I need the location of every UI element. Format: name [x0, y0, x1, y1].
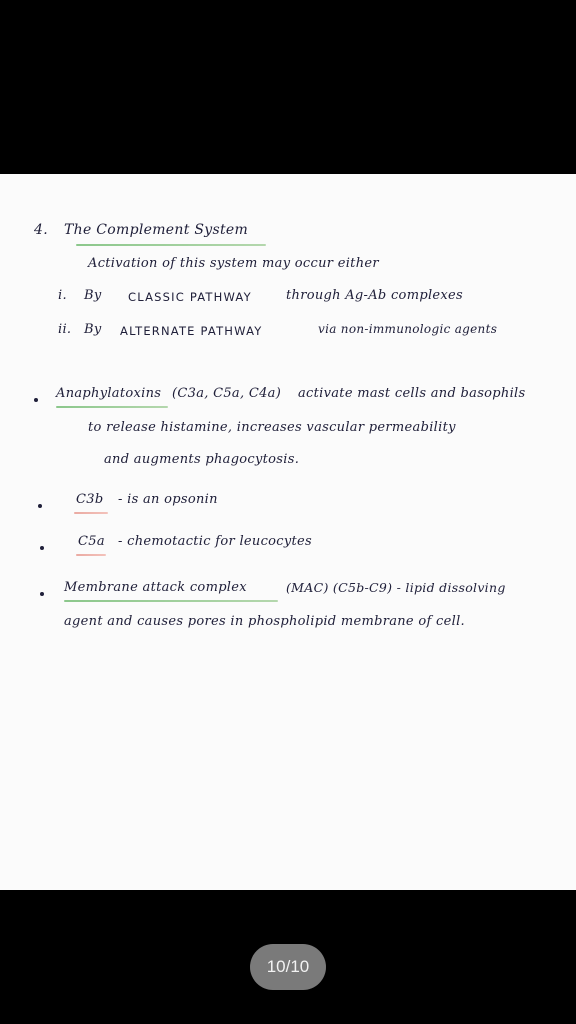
c3b-term: C3b: [76, 492, 104, 507]
anaphylatoxins-underline: [56, 406, 168, 408]
item1-by: By: [84, 288, 102, 303]
anaphylatoxins-line2: to release histamine, increases vascular permeability: [88, 420, 456, 435]
mac-text: (MAC) (C5b-C9) - lipid dissolving: [286, 580, 506, 595]
anaphylatoxins-line3: and augments phagocytosis.: [104, 452, 300, 467]
c5a-highlight: [76, 554, 106, 556]
title-underline: [76, 244, 266, 246]
mac-underline: [64, 600, 278, 602]
c3b-highlight: [74, 512, 108, 514]
classic-pathway: CLASSIC PATHWAY: [128, 290, 252, 304]
bullet-dot: [40, 546, 44, 550]
c5a-term: C5a: [78, 534, 105, 549]
mac-line2: agent and causes pores in phospholipid membrane of cell.: [64, 614, 465, 629]
anaphylatoxins-paren: (C3a, C5a, C4a): [172, 386, 282, 401]
item1-marker: i.: [58, 288, 67, 303]
item1-rest: through Ag-Ab complexes: [286, 288, 463, 303]
document-page: [0, 174, 576, 890]
activation-intro: Activation of this system may occur either: [88, 256, 379, 271]
mac-term: Membrane attack complex: [64, 580, 247, 595]
alternate-pathway: ALTERNATE PATHWAY: [120, 324, 263, 338]
item2-by: By: [84, 322, 102, 337]
section-title: The Complement System: [64, 222, 249, 238]
anaphylatoxins-line1: activate mast cells and basophils: [298, 386, 526, 401]
anaphylatoxins-term: Anaphylatoxins: [56, 386, 162, 401]
c5a-text: - chemotactic for leucocytes: [118, 534, 313, 549]
page-indicator: 10/10: [250, 944, 326, 990]
bullet-dot: [38, 504, 42, 508]
item2-rest: via non-immunologic agents: [318, 322, 498, 336]
item2-marker: ii.: [58, 322, 72, 337]
section-number: 4.: [34, 222, 48, 238]
bullet-dot: [40, 592, 44, 596]
bullet-dot: [34, 398, 38, 402]
c3b-text: - is an opsonin: [118, 492, 218, 507]
